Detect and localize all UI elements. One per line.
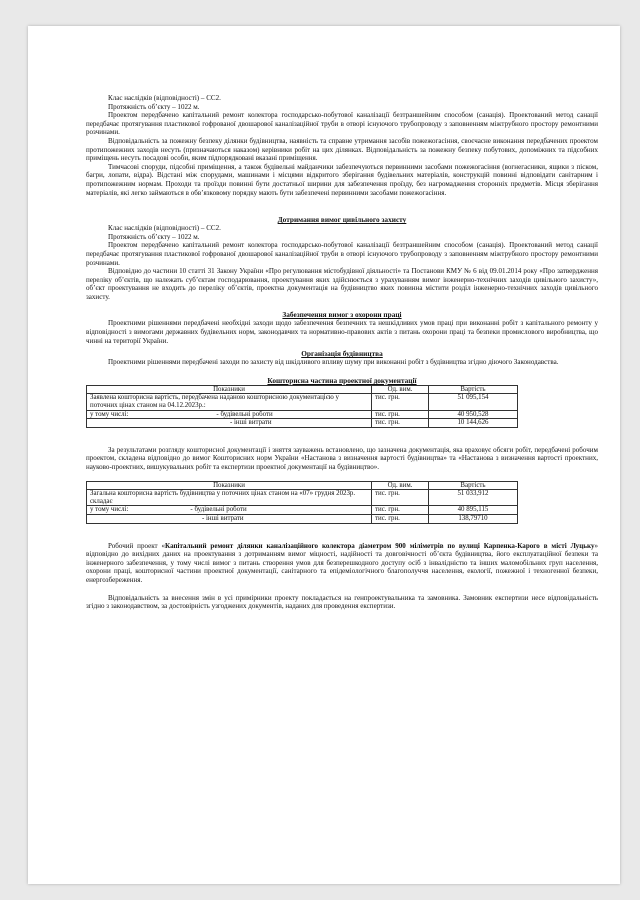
row-other-unit: тис. грн. xyxy=(372,419,429,428)
civil-length-line: Протяжність об’єкту – 1022 м. xyxy=(108,232,200,241)
header-indicators: Показники xyxy=(87,385,372,394)
paragraph-civil-description: Проектом передбачено капітальний ремонт колектора господарсько-побутової каналізації безтраншейним способом (санація). Проектований метод санації передбачає протягування пластикової гофрованої двошарової каналізаційної труби в отворі існуючого трубопроводу з заповненням міжтрубного простору ремонтними розчинами. xyxy=(86,241,598,267)
row-works-unit: тис. грн. xyxy=(372,410,429,419)
row-other-text: - інші витрати xyxy=(230,419,272,427)
row-other-value: 138,79710 xyxy=(429,514,518,523)
row-works-label xyxy=(87,410,372,419)
object-length-line: Протяжність об’єкту – 1022 м. xyxy=(108,102,200,111)
document-page xyxy=(28,26,620,884)
row-works-value: 40 950,528 xyxy=(429,410,518,419)
paragraph-conclusion xyxy=(86,542,598,585)
row-total-label: Загальна кошторисна вартість будівництва у поточних цінах станом на «07» грудня 2023р. складає xyxy=(87,490,372,506)
header-unit: Од. вим. xyxy=(372,385,429,394)
row-works-value: 40 895,115 xyxy=(429,506,518,515)
row-works-text: - будівельні роботи xyxy=(190,506,247,514)
conclusion-start: Робочий проект « xyxy=(108,541,166,550)
paragraph-labor: Проектними рішеннями передбачені необхідні заходи щодо забезпечення безпечних та нешкідливих умов праці при виконанні робіт з капітального ремонту у відповідності з вимогами державних будівельних норм, законодавчих та нормативно-правових актів з питань охорони праці та безпеки промислового виробництва, що чинні на території України. xyxy=(86,319,598,345)
header-value: Вартість xyxy=(429,481,518,490)
header-unit: Од. вим. xyxy=(372,481,429,490)
cost-table-approved xyxy=(86,481,518,524)
row-other-value: 10 144,626 xyxy=(429,419,518,428)
row-total-label: Заявлена кошторисна вартість, передбачена наданою кошторисною документацією у поточних цінах станом на 04.12.2023р.: xyxy=(87,394,372,410)
row-including-label: у тому числі: xyxy=(90,506,129,514)
paragraph-project-description: Проектом передбачено капітальний ремонт колектора господарсько-побутової каналізації безтраншейним способом (санація). Проектований метод санації передбачає протягування пластикової гофрованої двошарової каналізаційної труби в отворі існуючого трубопроводу з заповненням міжтрубного простору ремонтними розчинами. xyxy=(86,111,598,137)
paragraph-fire-equipment: Тимчасові споруди, підсобні приміщення, а також будівельні майданчики забезпечуються первинними засобами пожежогасіння (вогнегасники, ящики з піском, багри, лопати, відра). Відстані між спорудами, машинами і місцями відкритого зберігання будівельних матеріалів, конструкцій повинні відповідати санітарним і протипожежним нормам. Проходи та проїзди повинні бути достатньої ширини для забезпечення проїзду, без нагромадження сторонніх предметів. Місця зберігання матеріалів, які легко займаються в обв’язковому порядку мають бути забезпечені первинними засобами пожежогасіння. xyxy=(86,162,598,197)
row-including-label: у тому числі: xyxy=(90,410,129,418)
header-indicators: Показники xyxy=(87,481,372,490)
row-other-label xyxy=(87,419,372,428)
paragraph-civil-law: Відповідно до частини 10 статті 31 Закону України «Про регулювання містобудівної діяльності» та Постанови КМУ № 6 від 09.01.2014 року «Про затвердження переліку об’єктів, що належать суб’єктам господарювання, проектування яких здійснюється з урахуванням вимог інженерно-технічних заходів цивільного захисту», об’єкт проектування не входить до переліку об’єктів, проектна документація на будівництво яких повинна містити розділ інженерно-технічних заходів цивільного захисту. xyxy=(86,267,598,301)
header-value: Вартість xyxy=(429,385,518,394)
row-total-value: 51 033,912 xyxy=(429,490,518,506)
row-total-unit: тис. грн. xyxy=(372,490,429,506)
project-title: Капітальний ремонт ділянки каналізаційного колектора діаметром 900 міліметрів по вулиці Карпенка-Карого в місті Луцьку xyxy=(165,541,595,550)
row-other-unit: тис. грн. xyxy=(372,514,429,523)
row-works-text: - будівельні роботи xyxy=(216,410,273,418)
heading-cost-section: Кошторисна частина проектної документації xyxy=(267,375,417,385)
row-works-label xyxy=(87,506,372,515)
paragraph-fire-responsibility: Відповідальність за пожежну безпеку ділянки будівництва, наявність та справне утримання засобів пожежогасіння, своєчасне виконання передбачених проектом протипожежних заходів несуть (призначаються наказом) керівники робіт на цих ділянках. Відповідальність за пожежну безпеку побутових, допоміжних та підсобних приміщень несуть посадові особи, яким підпорядковані вказані приміщення. xyxy=(86,136,598,163)
heading-civil-protection: Дотримання вимог цивільного захисту xyxy=(277,215,407,225)
civil-class-line: Клас наслідків (відповідності) – СС2. xyxy=(108,224,221,233)
paragraph-cost-review: За результатами розгляду кошторисної документації і зняття зауважень встановлено, що зазначена документація, яка враховує обсяги робіт, передбачені робочим проектом, складена відповідно до вимог Кошторисних норм України «Настанова з визначення вартості будівництва» та «Настанова з визначення вартості проектних, науково-проектних, вишукувальних робіт та експертизи проектної документації на будівництво». xyxy=(86,445,598,471)
table-row xyxy=(87,506,518,515)
row-total-value: 51 095,154 xyxy=(429,394,518,410)
table-row xyxy=(87,394,518,410)
row-total-unit: тис. грн. xyxy=(372,394,429,410)
row-other-text: - інші витрати xyxy=(202,514,244,522)
paragraph-responsibility: Відповідальність за внесення змін в усі примірники проекту покладається на генпроектувальника та замовника. Замовник експертизи несе відповідальність згідно з законодавством, за достовірність узгоджених документів, наданих для проведення експертизи. xyxy=(86,593,598,611)
table-row xyxy=(87,419,518,428)
table-row xyxy=(87,410,518,419)
table-header-row xyxy=(87,385,518,394)
heading-labor-protection: Забезпечення вимог з охорони праці xyxy=(282,310,402,320)
consequence-class-line: Клас наслідків (відповідності) – СС2. xyxy=(108,94,221,102)
conclusion-end: » відповідно до вихідних даних на проектування з дотриманням вимог міцності, надійності та довговічності об’єкта будівництва, його експлуатаційної безпеки та інженерного забезпечення, у тому числі вимог з питань створення умов для безперешкодного доступу осіб з інвалідністю та інших маломобільних груп населення, охорони праці, кошторисної частини проектної документації, санітарного та епідеміологічного благополуччя населення, екології, пожежної і техногенної безпеки, енергозбереження. xyxy=(86,541,598,584)
heading-construction-organization: Організація будівництва xyxy=(301,349,383,359)
document-body xyxy=(86,94,598,611)
table-row xyxy=(87,514,518,523)
row-other-label xyxy=(87,514,372,523)
table-row xyxy=(87,490,518,506)
paragraph-noise-protection: Проектними рішеннями передбачені заходи по захисту від шкідливого впливу шуму при виконанні робіт з будівництва згідно діючого Законодавства. xyxy=(108,358,559,367)
cost-table-declared xyxy=(86,385,518,428)
row-works-unit: тис. грн. xyxy=(372,506,429,515)
table-header-row xyxy=(87,481,518,490)
